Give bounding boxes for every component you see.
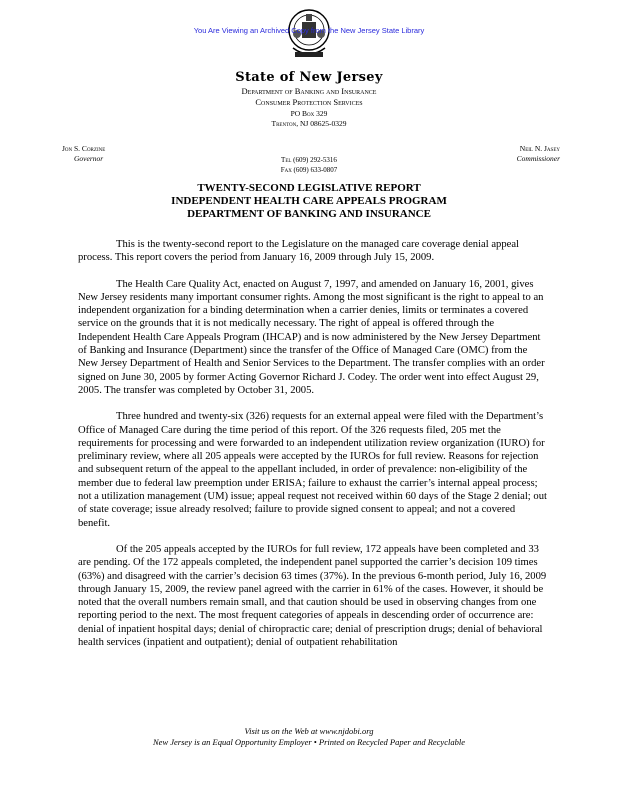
state-seal-icon (287, 8, 331, 68)
report-title-line-1: TWENTY-SECOND LEGISLATIVE REPORT (197, 182, 421, 194)
report-title (0, 182, 618, 221)
paragraph-appeal-outcomes: Of the 205 appeals accepted by the IUROs for full review, 172 appeals have been completed and 33 are pending. Of the 172 appeals completed, the independent panel supported the carrier’s decision 109 times (63%) and disagreed with the carrier’s decision 63 times (37%). In the previous 6-month period, July 16, 2009 through January 15, 2009, the review panel agreed with the carrier in 61% of the cases. However, it should be noted that the overall numbers remain small, and that caution should be used in observing changes from one reporting period to the next. The most frequent categories of appeals in descending order of occurrence are: denial of inpatient hospital days; denial of chiropractic care; denial of prescription drugs; denial of behavioral health services (inpatient and outpatient); denial of outpatient rehabilitation (78, 543, 547, 649)
governor-title: Governor (74, 154, 104, 163)
telephone: Tel (609) 292-5316 (281, 156, 337, 164)
footer-employer-note: New Jersey is an Equal Opportunity Employer • Printed on Recycled Paper and Recyclable (153, 737, 465, 747)
division-name: Consumer Protection Services (255, 97, 363, 107)
report-title-line-3: DEPARTMENT OF BANKING AND INSURANCE (187, 208, 431, 220)
city-address: Trenton, NJ 08625-0329 (271, 119, 347, 128)
report-title-line-2: INDEPENDENT HEALTH CARE APPEALS PROGRAM (171, 195, 447, 207)
archive-watermark: You Are Viewing an Archived Copy from the New Jersey State Library (193, 26, 425, 35)
department-name: Department of Banking and Insurance (241, 86, 377, 96)
commissioner-title: Commissioner (516, 154, 560, 163)
commissioner-block (517, 144, 560, 164)
paragraph-health-care-quality-act: The Health Care Quality Act, enacted on August 7, 1997, and amended on January 16, 2001, gives New Jersey residents many important consumer rights. Among the most significant is the right to appeal to an independent organization for a binding determination when a carrier denies, limits or terminates a covered service on the grounds that it is not medically necessary. The right of appeal is offered through the Independent Health Care Appeals Program (IHCAP) and is now administered by the New Jersey Department of Banking and Insurance (Department) since the transfer of the Office of Managed Care (OMC) from the New Jersey Department of Health and Senior Services to the Department. The transfer complies with an order signed on June 30, 2005 by former Acting Governor Richard J. Codey. The order went into effect August 29, 2005. The transfer was completed by October 31, 2005. (78, 278, 545, 396)
page-footer (0, 726, 618, 748)
paragraph-appeal-requests: Three hundred and twenty-six (326) requests for an external appeal were filed with the Department’s Office of Managed Care during the time period of this report. Of the 326 requests filed, 205 met the requirements for processing and were forwarded to an independent utilization review organization (IURO) for preliminary review, where all 205 appeals were accepted by the IUROs for full review. Reasons for rejection and subsequent return of the appeal to the appellant included, in order of prevalence: non-eligibility of the member due to federal law preemption under ERISA; failure to exhaust the carrier’s internal appeal process; not a utilization management (UM) issue; appeal request not received within 60 days of the Stage 2 denial; out of state coverage; issue already resolved; failure to provide signed consent to appeal; and not a covered benefit. (78, 411, 547, 529)
commissioner-name: Neil N. Jasey (519, 144, 560, 153)
po-box: PO Box 329 (290, 109, 328, 118)
state-title: State of New Jersey (235, 70, 383, 85)
report-body (78, 238, 548, 662)
fax: Fax (609) 633-0807 (280, 166, 338, 174)
footer-website: Visit us on the Web at www.njdobi.org (244, 726, 374, 736)
paragraph-intro: This is the twenty-second report to the Legislature on the managed care coverage denial appeal process. This report covers the period from January 16, 2009 through July 15, 2009. (78, 239, 519, 264)
governor-name: Jon S. Corzine (62, 144, 106, 153)
